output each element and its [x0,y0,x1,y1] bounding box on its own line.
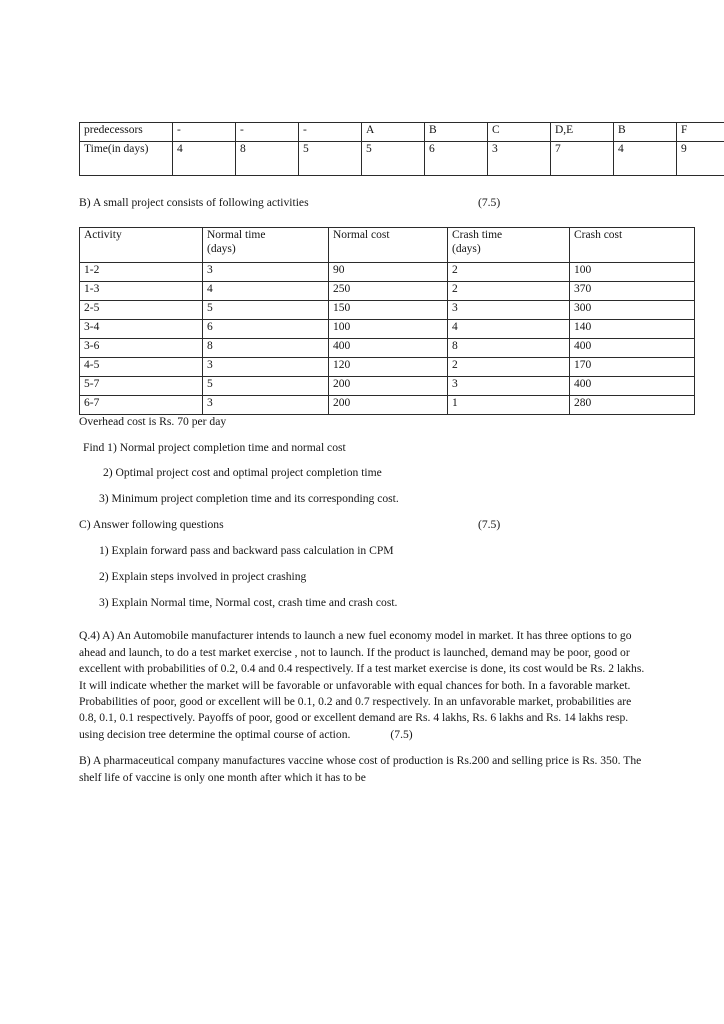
table-header-row [80,228,695,263]
table-row [80,377,695,396]
header-line-1: Normal time [207,229,266,241]
question-c-marks: (7.5) [478,518,501,532]
table-cell: 4-5 [80,358,203,377]
crash-table [79,227,695,415]
table-cell: 1 [448,396,570,415]
header-line-2: (days) [452,242,481,255]
header-line-2: (days) [207,242,236,255]
document-content [79,122,688,786]
table-cell: 4 [614,142,677,176]
table-row [80,358,695,377]
table-cell: 3 [448,301,570,320]
column-header-crash-time [448,228,570,263]
table-cell: 4 [448,320,570,339]
question-c-heading [79,518,649,531]
table-cell: A [362,123,425,142]
table-cell: 2 [448,358,570,377]
table-cell: 6-7 [80,396,203,415]
table-cell: 5 [203,301,329,320]
table-cell: 200 [329,377,448,396]
question-q4a-body [79,628,649,743]
table-row [80,301,695,320]
find-item-3: 3) Minimum project completion time and its corresponding cost. [99,491,399,505]
table-cell: 3 [203,396,329,415]
table-cell: 280 [570,396,695,415]
table-cell: 7 [551,142,614,176]
table-cell: 9 [677,142,724,176]
table-cell: 6 [425,142,488,176]
table-cell: 250 [329,282,448,301]
table-row [80,123,724,142]
table-cell: 400 [570,377,695,396]
question-c-text: C) Answer following questions [79,518,224,532]
overhead-cost-note: Overhead cost is Rs. 70 per day [79,415,227,428]
question-q4a-marks: (7.5) [390,727,413,741]
table-cell: 1-2 [80,263,203,282]
question-c-item-2: 2) Explain steps involved in project crashing [99,569,307,583]
column-header-crash-cost: Crash cost [570,228,695,263]
table-cell: 3 [488,142,551,176]
table-cell: 370 [570,282,695,301]
table-cell: 3-6 [80,339,203,358]
table-row [80,396,695,415]
table-cell: 170 [570,358,695,377]
table-cell: 8 [203,339,329,358]
table-cell: 2 [448,263,570,282]
predecessors-table [79,122,724,176]
table-cell: C [488,123,551,142]
table-cell: 3 [203,358,329,377]
table-cell: 4 [173,142,236,176]
table-cell: 400 [329,339,448,358]
table-cell: 90 [329,263,448,282]
question-c-item-3: 3) Explain Normal time, Normal cost, crash time and crash cost. [99,595,398,609]
table-cell: 300 [570,301,695,320]
table-cell: 5 [203,377,329,396]
question-b-text: B) A small project consists of following activities [79,196,309,209]
table-cell: 5 [362,142,425,176]
table-cell: - [299,123,362,142]
table-cell: 400 [570,339,695,358]
column-header-normal-cost: Normal cost [329,228,448,263]
table-row [80,142,724,176]
column-header-activity: Activity [80,228,203,263]
header-line-1: Crash time [452,229,503,241]
table-cell: - [236,123,299,142]
question-b-marks: (7.5) [478,196,501,209]
table-cell: F [677,123,724,142]
table-cell: 5-7 [80,377,203,396]
table-cell: 5 [299,142,362,176]
find-item-1: Find 1) Normal project completion time and normal cost [83,440,346,454]
question-q4a-text: Q.4) A) An Automobile manufacturer intends to launch a new fuel economy model in market. It has three options to go ahead and launch, to do a test market exercise , not to launch. If the product is launched, demand may be poor, good or excellent with probabilities of 0.2, 0.4 and 0.4 respectively. If a test market exercise is done, its cost would be Rs. 2 lakhs. It will indicate whether the market will be favorable or unfavorable with equal chances for both. In a favorable market. Probabilities of poor, good or excellent will be 0.1, 0.2 and 0.7 respectively. In an unfavorable market, probabilities are 0.8, 0.1, 0.1 respectively. Payoffs of poor, good or excellent demand are Rs. 4 lakhs, Rs. 6 lakhs and Rs. 14 lakhs resp. using decision tree determine the optimal course of action. [79,629,645,741]
table-cell: 100 [570,263,695,282]
table-cell: 8 [236,142,299,176]
table-row [80,282,695,301]
table-cell: 8 [448,339,570,358]
find-item-2: 2) Optimal project cost and optimal project completion time [103,466,382,480]
table-cell: D,E [551,123,614,142]
table-cell: 100 [329,320,448,339]
table-cell: 3-4 [80,320,203,339]
table-cell: B [614,123,677,142]
table-cell: 3 [203,263,329,282]
question-q4b-body: B) A pharmaceutical company manufactures vaccine whose cost of production is Rs.200 and selling price is Rs. 350. The shelf life of vaccine is only one month after which it has to be [79,754,642,784]
table-cell: 2-5 [80,301,203,320]
table-cell: - [173,123,236,142]
table-row [80,320,695,339]
table-cell: 3 [448,377,570,396]
table-cell: 200 [329,396,448,415]
table-cell: 1-3 [80,282,203,301]
table-cell: 120 [329,358,448,377]
table-cell: 140 [570,320,695,339]
table-cell: 4 [203,282,329,301]
predecessors-label: predecessors [80,123,173,142]
table-row [80,339,695,358]
table-row [80,263,695,282]
table-cell: 2 [448,282,570,301]
table-cell: 6 [203,320,329,339]
table-cell: 150 [329,301,448,320]
column-header-normal-time [203,228,329,263]
question-b-heading [79,196,649,209]
question-c-item-1: 1) Explain forward pass and backward pass calculation in CPM [99,544,394,558]
time-label: Time(in days) [80,142,173,176]
table-cell: B [425,123,488,142]
